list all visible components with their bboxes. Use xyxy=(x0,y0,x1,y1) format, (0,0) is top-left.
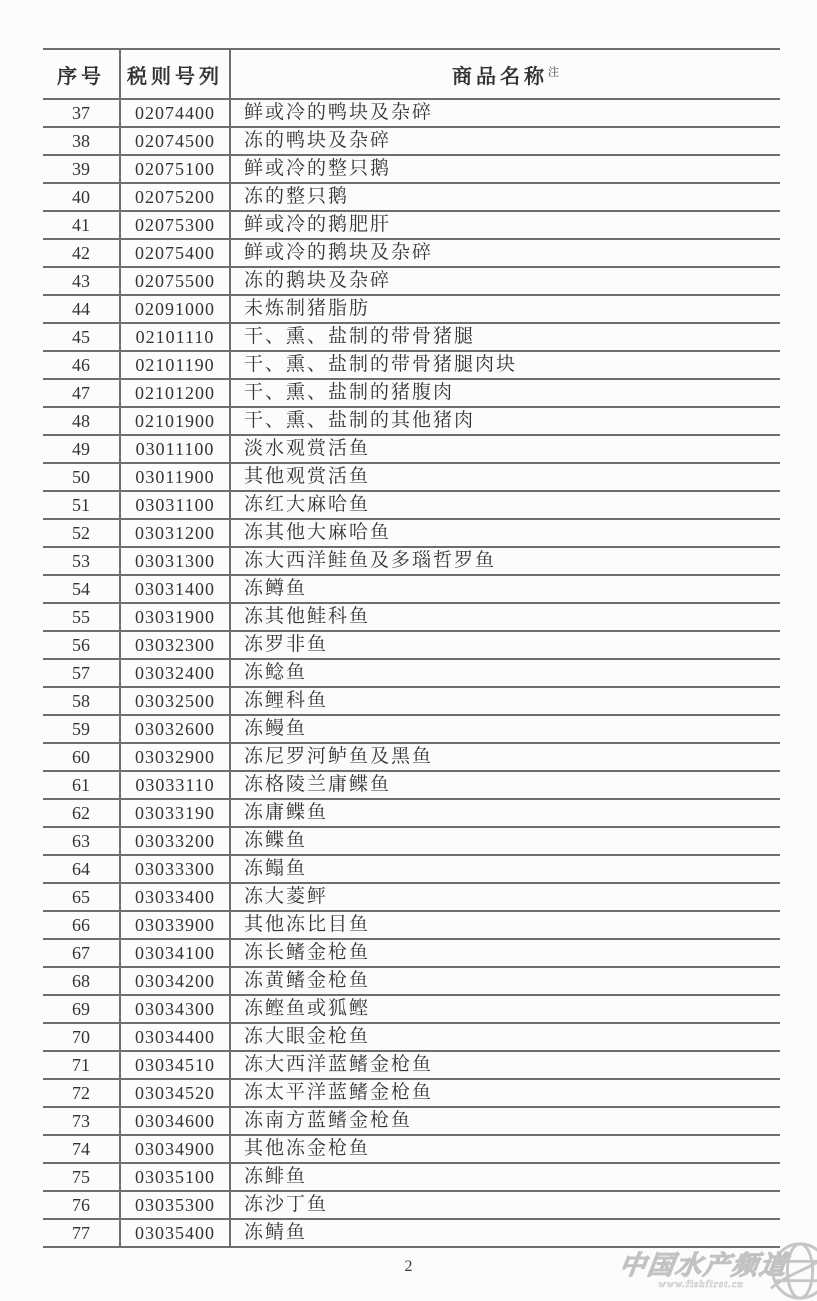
cell-name: 淡水观赏活鱼 xyxy=(230,435,780,463)
cell-code: 02074400 xyxy=(120,99,230,127)
cell-code: 03035400 xyxy=(120,1219,230,1247)
cell-code: 03034600 xyxy=(120,1107,230,1135)
table-row xyxy=(43,575,780,603)
cell-name: 冻的鸭块及杂碎 xyxy=(230,127,780,155)
cell-code: 03031200 xyxy=(120,519,230,547)
cell-code: 03034520 xyxy=(120,1079,230,1107)
watermark-text: 中国水产频道 xyxy=(617,1251,790,1281)
table-row xyxy=(43,211,780,239)
cell-code: 03034100 xyxy=(120,939,230,967)
cell-code: 03033190 xyxy=(120,799,230,827)
cell-index: 58 xyxy=(43,687,120,715)
cell-index: 43 xyxy=(43,267,120,295)
cell-name: 冻太平洋蓝鳍金枪鱼 xyxy=(230,1079,780,1107)
cell-index: 68 xyxy=(43,967,120,995)
table-row xyxy=(43,295,780,323)
cell-code: 02075300 xyxy=(120,211,230,239)
cell-code: 03032400 xyxy=(120,659,230,687)
cell-name: 冻南方蓝鳍金枪鱼 xyxy=(230,1107,780,1135)
cell-index: 71 xyxy=(43,1051,120,1079)
table-row xyxy=(43,407,780,435)
header-note-mark: 注 xyxy=(548,65,559,78)
cell-index: 49 xyxy=(43,435,120,463)
cell-code: 02101900 xyxy=(120,407,230,435)
table-row xyxy=(43,155,780,183)
cell-code: 02101110 xyxy=(120,323,230,351)
cell-index: 67 xyxy=(43,939,120,967)
cell-index: 59 xyxy=(43,715,120,743)
cell-code: 03032300 xyxy=(120,631,230,659)
cell-index: 66 xyxy=(43,911,120,939)
cell-index: 46 xyxy=(43,351,120,379)
table-row xyxy=(43,519,780,547)
table-row xyxy=(43,799,780,827)
table-header-row xyxy=(43,49,780,99)
cell-code: 02091000 xyxy=(120,295,230,323)
cell-name: 干、熏、盐制的猪腹肉 xyxy=(230,379,780,407)
cell-name: 未炼制猪脂肪 xyxy=(230,295,780,323)
table-row xyxy=(43,1135,780,1163)
cell-code: 03033900 xyxy=(120,911,230,939)
cell-index: 38 xyxy=(43,127,120,155)
table-row xyxy=(43,323,780,351)
cell-name: 干、熏、盐制的其他猪肉 xyxy=(230,407,780,435)
cell-index: 48 xyxy=(43,407,120,435)
cell-name: 冻黄鳍金枪鱼 xyxy=(230,967,780,995)
cell-index: 77 xyxy=(43,1219,120,1247)
cell-name: 冻的鹅块及杂碎 xyxy=(230,267,780,295)
cell-code: 03032600 xyxy=(120,715,230,743)
cell-code: 03032900 xyxy=(120,743,230,771)
cell-index: 69 xyxy=(43,995,120,1023)
cell-code: 02075400 xyxy=(120,239,230,267)
table-body xyxy=(43,99,780,1247)
cell-code: 02101190 xyxy=(120,351,230,379)
cell-name: 冻鳗鱼 xyxy=(230,715,780,743)
table-row xyxy=(43,267,780,295)
cell-code: 03031300 xyxy=(120,547,230,575)
table-row xyxy=(43,1051,780,1079)
cell-name: 冻其他大麻哈鱼 xyxy=(230,519,780,547)
cell-name: 冻大西洋鲑鱼及多瑙哲罗鱼 xyxy=(230,547,780,575)
cell-index: 50 xyxy=(43,463,120,491)
cell-name: 冻大眼金枪鱼 xyxy=(230,1023,780,1051)
table-row xyxy=(43,631,780,659)
cell-index: 65 xyxy=(43,883,120,911)
cell-name: 鲜或冷的鹅肥肝 xyxy=(230,211,780,239)
cell-code: 03035100 xyxy=(120,1163,230,1191)
cell-code: 02101200 xyxy=(120,379,230,407)
cell-index: 60 xyxy=(43,743,120,771)
cell-name: 冻鲤科鱼 xyxy=(230,687,780,715)
cell-name: 冻鳟鱼 xyxy=(230,575,780,603)
cell-index: 75 xyxy=(43,1163,120,1191)
table-row xyxy=(43,1079,780,1107)
cell-code: 02075100 xyxy=(120,155,230,183)
cell-name: 冻尼罗河鲈鱼及黑鱼 xyxy=(230,743,780,771)
cell-name: 冻长鳍金枪鱼 xyxy=(230,939,780,967)
cell-index: 52 xyxy=(43,519,120,547)
cell-name: 其他冻金枪鱼 xyxy=(230,1135,780,1163)
cell-code: 03031100 xyxy=(120,491,230,519)
cell-code: 03034300 xyxy=(120,995,230,1023)
cell-index: 74 xyxy=(43,1135,120,1163)
cell-code: 03035300 xyxy=(120,1191,230,1219)
cell-index: 55 xyxy=(43,603,120,631)
cell-code: 03033200 xyxy=(120,827,230,855)
cell-name: 冻庸鲽鱼 xyxy=(230,799,780,827)
cell-code: 03032500 xyxy=(120,687,230,715)
cell-name: 冻鲭鱼 xyxy=(230,1219,780,1247)
table-row xyxy=(43,967,780,995)
table-row xyxy=(43,771,780,799)
cell-code: 02074500 xyxy=(120,127,230,155)
watermark xyxy=(619,1240,817,1301)
table-row xyxy=(43,435,780,463)
table-row xyxy=(43,687,780,715)
cell-code: 03031400 xyxy=(120,575,230,603)
table-row xyxy=(43,911,780,939)
cell-index: 72 xyxy=(43,1079,120,1107)
cell-index: 51 xyxy=(43,491,120,519)
cell-code: 02075200 xyxy=(120,183,230,211)
cell-name: 冻罗非鱼 xyxy=(230,631,780,659)
cell-index: 62 xyxy=(43,799,120,827)
cell-index: 61 xyxy=(43,771,120,799)
cell-index: 47 xyxy=(43,379,120,407)
cell-name: 冻的整只鹅 xyxy=(230,183,780,211)
cell-index: 53 xyxy=(43,547,120,575)
cell-name: 鲜或冷的整只鹅 xyxy=(230,155,780,183)
table-row xyxy=(43,883,780,911)
table-row xyxy=(43,743,780,771)
cell-code: 03033110 xyxy=(120,771,230,799)
column-header-code: 税则号列 xyxy=(120,49,230,99)
cell-code: 03033300 xyxy=(120,855,230,883)
page-number: 2 xyxy=(404,1258,413,1275)
cell-index: 70 xyxy=(43,1023,120,1051)
table-row xyxy=(43,939,780,967)
table-row xyxy=(43,99,780,127)
cell-name: 冻鳎鱼 xyxy=(230,855,780,883)
table-row xyxy=(43,1191,780,1219)
table-row xyxy=(43,603,780,631)
table-row xyxy=(43,715,780,743)
column-header-name xyxy=(230,49,780,99)
cell-index: 44 xyxy=(43,295,120,323)
watermark-url: www.fishfirst.cn xyxy=(657,1278,745,1290)
cell-code: 02075500 xyxy=(120,267,230,295)
cell-index: 40 xyxy=(43,183,120,211)
cell-code: 03011100 xyxy=(120,435,230,463)
table-row xyxy=(43,463,780,491)
table-row xyxy=(43,183,780,211)
cell-name: 冻沙丁鱼 xyxy=(230,1191,780,1219)
table-row xyxy=(43,491,780,519)
cell-index: 45 xyxy=(43,323,120,351)
column-header-index: 序号 xyxy=(43,49,120,99)
table-row xyxy=(43,239,780,267)
cell-name: 冻红大麻哈鱼 xyxy=(230,491,780,519)
cell-name: 冻鲽鱼 xyxy=(230,827,780,855)
cell-name: 冻鲶鱼 xyxy=(230,659,780,687)
cell-code: 03034200 xyxy=(120,967,230,995)
cell-code: 03011900 xyxy=(120,463,230,491)
cell-name: 其他观赏活鱼 xyxy=(230,463,780,491)
tariff-table xyxy=(43,48,780,1248)
table-row xyxy=(43,351,780,379)
table-row xyxy=(43,1107,780,1135)
table-row xyxy=(43,659,780,687)
cell-code: 03031900 xyxy=(120,603,230,631)
cell-name: 冻其他鲑科鱼 xyxy=(230,603,780,631)
cell-index: 63 xyxy=(43,827,120,855)
table-row xyxy=(43,827,780,855)
cell-code: 03034510 xyxy=(120,1051,230,1079)
cell-index: 76 xyxy=(43,1191,120,1219)
table-row xyxy=(43,855,780,883)
cell-name: 鲜或冷的鹅块及杂碎 xyxy=(230,239,780,267)
cell-index: 39 xyxy=(43,155,120,183)
cell-index: 41 xyxy=(43,211,120,239)
table-row xyxy=(43,127,780,155)
cell-name: 冻大菱鲆 xyxy=(230,883,780,911)
table-row xyxy=(43,547,780,575)
cell-code: 03034400 xyxy=(120,1023,230,1051)
cell-name: 冻鲣鱼或狐鲣 xyxy=(230,995,780,1023)
cell-index: 57 xyxy=(43,659,120,687)
cell-name: 其他冻比目鱼 xyxy=(230,911,780,939)
table-row xyxy=(43,1023,780,1051)
table-row xyxy=(43,1163,780,1191)
cell-name: 冻大西洋蓝鳍金枪鱼 xyxy=(230,1051,780,1079)
cell-index: 42 xyxy=(43,239,120,267)
cell-name: 干、熏、盐制的带骨猪腿 xyxy=(230,323,780,351)
table-row xyxy=(43,995,780,1023)
cell-index: 73 xyxy=(43,1107,120,1135)
cell-name: 鲜或冷的鸭块及杂碎 xyxy=(230,99,780,127)
table-row xyxy=(43,379,780,407)
cell-index: 37 xyxy=(43,99,120,127)
cell-code: 03034900 xyxy=(120,1135,230,1163)
cell-name: 干、熏、盐制的带骨猪腿肉块 xyxy=(230,351,780,379)
cell-name: 冻格陵兰庸鲽鱼 xyxy=(230,771,780,799)
cell-index: 64 xyxy=(43,855,120,883)
cell-index: 56 xyxy=(43,631,120,659)
watermark-text-block xyxy=(616,1252,789,1290)
cell-name: 冻鲱鱼 xyxy=(230,1163,780,1191)
cell-index: 54 xyxy=(43,575,120,603)
column-header-name-label: 商品名称 xyxy=(452,65,548,88)
cell-code: 03033400 xyxy=(120,883,230,911)
